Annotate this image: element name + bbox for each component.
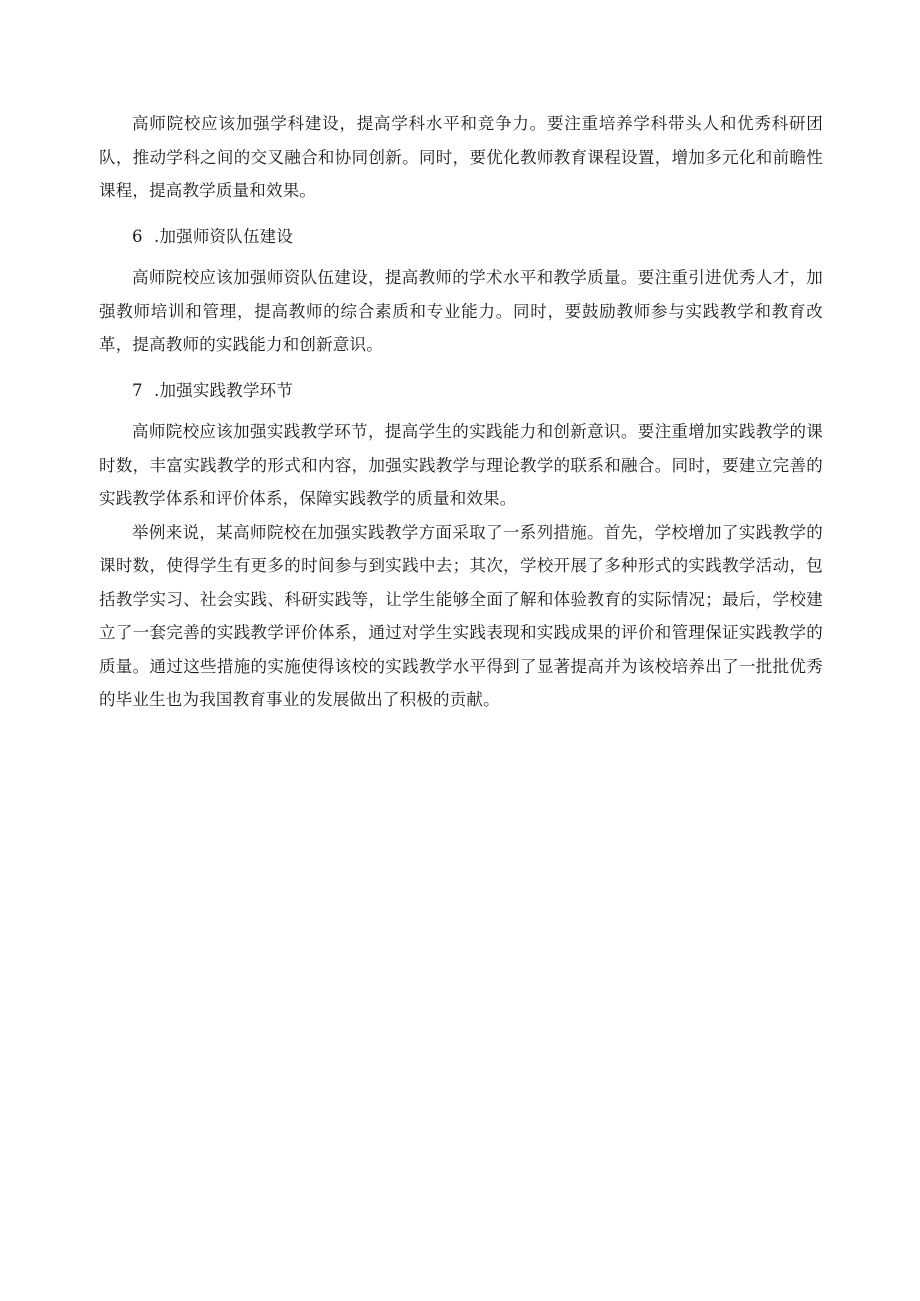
section-heading-6 [99,220,823,254]
section-title: .加强师资队伍建设 [154,226,294,246]
paragraph-example: 举例来说，某高师院校在加强实践教学方面采取了一系列措施。首先，学校增加了实践教学的课时数，使得学生有更多的时间参与到实践中去；其次，学校开展了多种形式的实践教学活动，包括教学实习、社会实践、科研实践等，让学生能够全面了解和体验教育的实际情况；最后，学校建立了一套完善的实践教学评价体系，通过对学生实践表现和实践成果的评价和管理保证实践教学的质量。通过这些措施的实施使得该校的实践教学水平得到了显著提高并为该校培养出了一批批优秀的毕业生也为我国教育事业的发展做出了积极的贡献。 [99,522,823,709]
spacer [99,208,823,218]
paragraph-discipline-construction: 高师院校应该加强学科建设，提高学科水平和竞争力。要注重培养学科带头人和优秀科研团队，推动学科之间的交叉融合和协同创新。同时，要优化教师教育课程设置，增加多元化和前瞻性课程，提高教学质量和效果。 [99,114,823,200]
paragraph-practical-teaching: 高师院校应该加强实践教学环节，提高学生的实践能力和创新意识。要注重增加实践教学的课时数，丰富实践教学的形式和内容，加强实践教学与理论教学的联系和融合。同时，要建立完善的实践教学体系和评价体系，保障实践教学的质量和效果。 [99,422,823,508]
section-number: 7 [132,380,143,400]
section-heading-7 [99,374,823,408]
document-body [99,107,823,717]
section-number: 6 [132,226,143,246]
section-title: .加强实践教学环节 [154,380,294,400]
paragraph-faculty-construction: 高师院校应该加强师资队伍建设，提高教师的学术水平和教学质量。要注重引进优秀人才，加强教师培训和管理，提高教师的综合素质和专业能力。同时，要鼓励教师参与实践教学和教育改革，提高教师的实践能力和创新意识。 [99,268,823,354]
spacer [99,362,823,372]
